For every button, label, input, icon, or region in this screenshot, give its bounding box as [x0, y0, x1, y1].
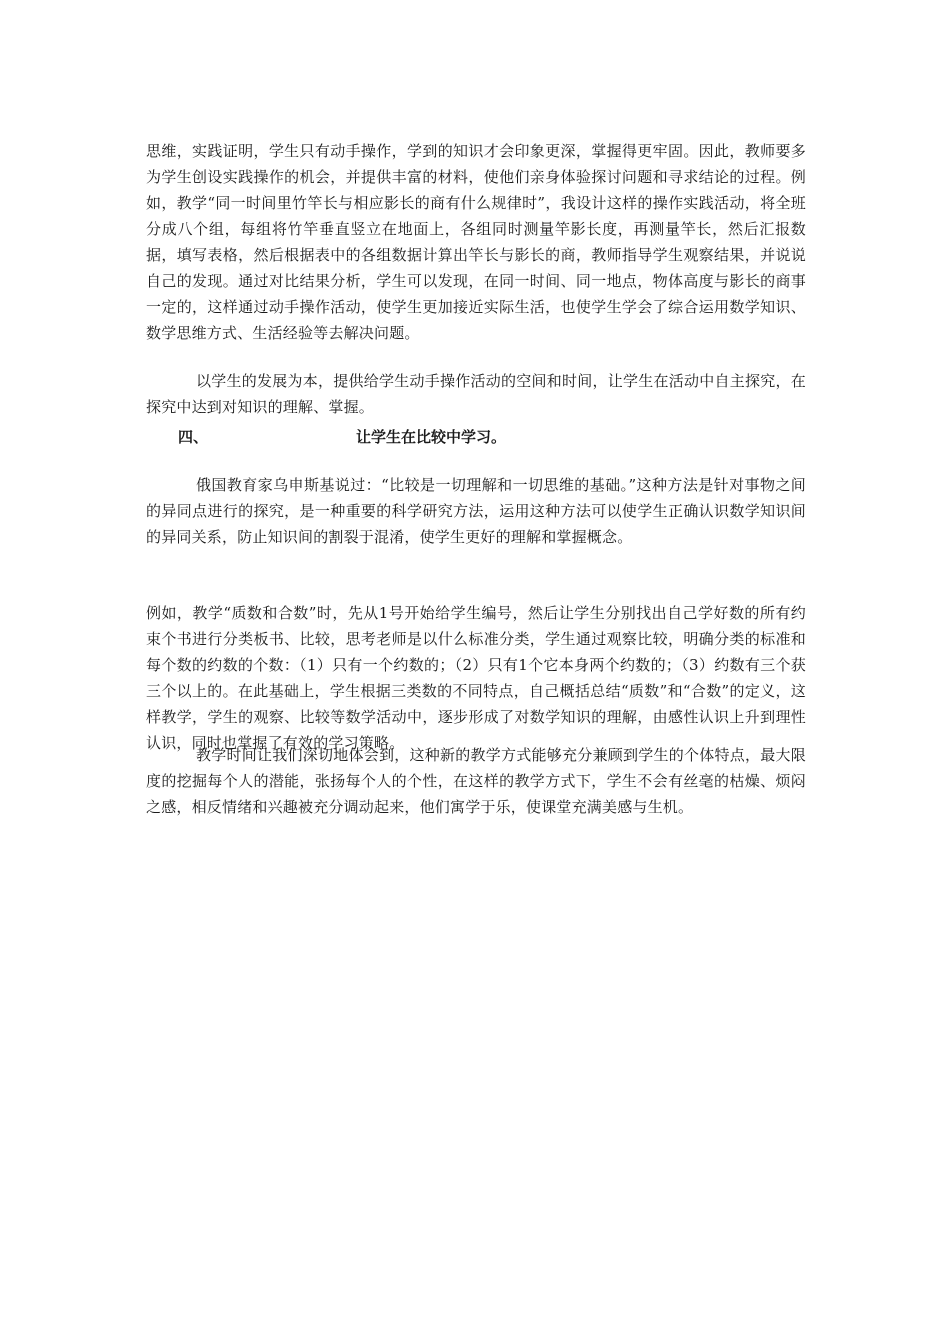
paragraph-prime-composite-example: 例如，教学“质数和合数”时，先从1号开始给学生编号，然后让学生分别找出自己学好数的所有约束个书进行分类板书、比较，思考老师是以什么标准分类，学生通过观察比较，明确分类的标准和每个数的约数的个数：（1）只有一个约数的；（2）只有1个它本身两个约数的；（3）约数有三个获三个以上的。在此基础上，学生根据三类数的不同特点，自己概括总结“质数”和“合数”的定义，这样教学，学生的观察、比较等数学活动中，逐步形成了对数学知识的理解，由感性认识上升到理性认识，同时也掌握了有效的学习策略。: [146, 604, 806, 752]
paragraph-conclusion: 教学时间让我们深切地体会到，这种新的教学方式能够充分兼顾到学生的个体特点，最大限度的挖掘每个人的潜能，张扬每个人的个性，在这样的教学方式下，学生不会有丝毫的枯燥、烦闷之感，相反情绪和兴趣被充分调动起来，他们寓学于乐，使课堂充满美感与生机。: [146, 746, 806, 816]
paragraph-development-based: 以学生的发展为本，提供给学生动手操作活动的空间和时间，让学生在活动中自主探究，在探究中达到对知识的理解、掌握。: [146, 372, 806, 416]
section-title: 让学生在比较中学习。: [356, 428, 507, 446]
section-number: 四、: [178, 428, 209, 446]
paragraph-comparison-quote: 俄国教育家乌申斯基说过：“比较是一切理解和一切思维的基础。”这种方法是针对事物之间的异同点进行的探究，是一种重要的科学研究方法，运用这种方法可以使学生正确认识数学知识间的异同关系，防止知识间的割裂于混淆，使学生更好的理解和掌握概念。: [146, 476, 806, 546]
section-heading: [146, 424, 806, 450]
paragraph-practice-activity: 思维，实践证明，学生只有动手操作，学到的知识才会印象更深，掌握得更牢固。因此，教师要多为学生创设实践操作的机会，并提供丰富的材料，使他们亲身体验探讨问题和寻求结论的过程。例如，教学“同一时间里竹竿长与相应影长的商有什么规律时”，我设计这样的操作实践活动，将全班分成八个组，每组将竹竿垂直竖立在地面上，各组同时测量竿影长度，再测量竿长，然后汇报数据，填写表格，然后根据表中的各组数据计算出竿长与影长的商，教师指导学生观察结果，并说说自己的发现。通过对比结果分析，学生可以发现，在同一时间、同一地点，物体高度与影长的商事一定的，这样通过动手操作活动，使学生更加接近实际生活，也使学生学会了综合运用数学知识、数学思维方式、生活经验等去解决问题。: [146, 142, 806, 342]
